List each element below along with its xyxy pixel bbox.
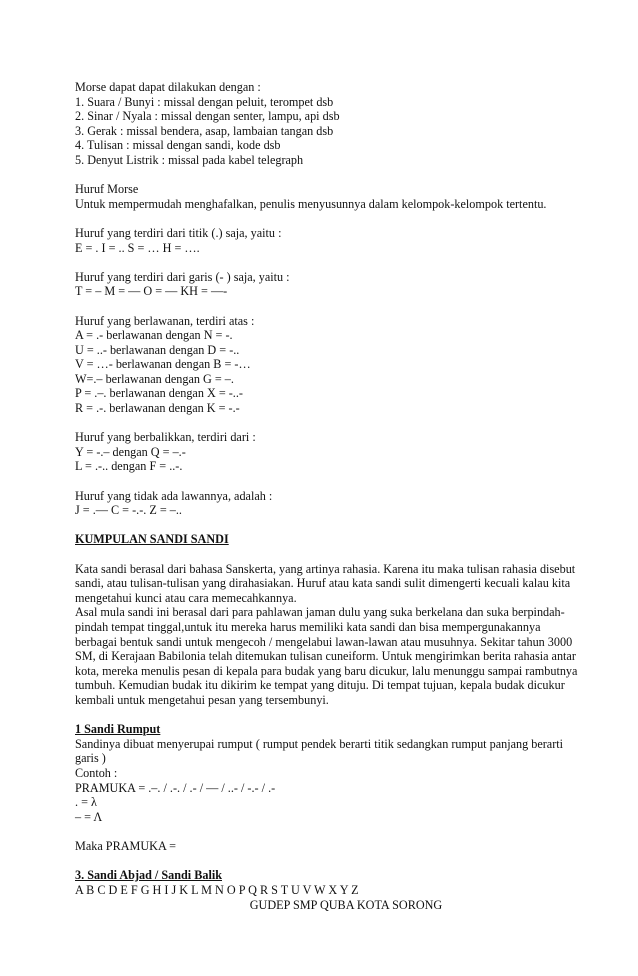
berbalikkan-title: Huruf yang berbalikkan, terdiri dari : [75,430,256,445]
berbalikkan-line: Y = -.– dengan Q = –.- [75,444,186,459]
spacer [75,299,585,314]
kumpulan-heading: KUMPULAN SANDI SANDI [75,532,229,547]
spacer [75,255,585,270]
tanpa-lawan-line: J = .— C = -.-. Z = –.. [75,503,182,518]
berlawanan-line: A = .- berlawanan dengan N = -. [75,328,233,343]
berlawanan-line: P = .–. berlawanan dengan X = -..- [75,386,243,401]
list-item: 5. Denyut Listrik : missal pada kabel telegraph [75,152,304,167]
garis-line: T = – M = — O = — KH = —- [75,284,228,299]
sandi-abjad-heading: 3. Sandi Abjad / Sandi Balik [75,868,222,883]
intro-title: Morse dapat dapat dilakukan dengan : [75,80,261,94]
pramuka-example: PRAMUKA = .–. / .-. / .- / — / ..- / -.- / .- [75,780,276,795]
berlawanan-line: R = .-. berlawanan dengan K = -.- [75,401,240,416]
list-item: 3. Gerak : missal bendera, asap, lambaian tangan dsb [75,123,334,138]
spacer [75,518,585,533]
berlawanan-title: Huruf yang berlawanan, terdiri atas : [75,313,255,328]
page-footer: GUDEP SMP QUBA KOTA SORONG [249,898,443,912]
garis-title: Huruf yang terdiri dari garis (- ) saja, yaitu : [75,269,290,284]
spacer [75,211,585,226]
spacer [75,824,585,839]
symbol-dash: – = Λ [75,809,103,824]
sandi-rumput-heading: 1 Sandi Rumput [75,722,161,737]
spacer [75,547,585,562]
kumpulan-paragraph-1: Kata sandi berasal dari bahasa Sanskerta, yang artinya rahasia. Karena itu maka tulisan rahasia disebut sandi, atau tulisan-tulisan yang dirahasiakan. Huruf atau kata sandi sulit dimengerti kecuali kalau kita mengetahui kunci atau cara memecahkannya. [75,561,576,605]
alphabet-line: A B C D E F G H I J K L M N O P Q R S T U V W X Y Z [75,882,359,897]
berlawanan-line: W=.– berlawanan dengan G = –. [75,371,234,386]
maka-pramuka: Maka PRAMUKA = [75,838,176,853]
list-item: 2. Sinar / Nyala : missal dengan senter, lampu, api dsb [75,109,340,124]
tanpa-lawan-title: Huruf yang tidak ada lawannya, adalah : [75,488,273,503]
spacer [75,168,585,183]
sandi-rumput-desc: Sandinya dibuat menyerupai rumput ( rumput pendek berarti titik sedangkan rumput panjang berarti garis ) [75,736,564,766]
titik-line: E = . I = .. S = … H = …. [75,240,200,255]
document-body [75,80,585,897]
spacer [75,708,585,723]
list-item: 4. Tulisan : missal dengan sandi, kode dsb [75,138,281,153]
spacer [75,474,585,489]
huruf-morse-text: Untuk mempermudah menghafalkan, penulis menyusunnya dalam kelompok-kelompok tertentu. [75,196,547,211]
berlawanan-line: U = ..- berlawanan dengan D = -.. [75,342,240,357]
kumpulan-paragraph-2: Asal mula sandi ini berasal dari para pahlawan jaman dulu yang suka berkelana dan suka berpindah-pindah tempat tinggal,untuk itu mereka harus memiliki kata sandi dan bisa mempergunakannya berbagai bentuk sandi untuk mengecoh / mengelabui lawan-lawan atau musuhnya. Sekitar tahun 3000 SM, di Kerajaan Babilonia telah ditemukan tulisan cuneiform. Untuk mengirimkan berita rahasia antar kota, mereka menulis pesan di kepala para budak yang baru dicukur, lalu menunggu sampai rambutnya tumbuh. Kemudian budak itu dikirim ke tempat yang dituju. Di tempat tujuan, kepala budak dicukur kembali untuk mengetahui pesan yang tersembunyi. [75,605,578,707]
spacer [75,853,585,868]
symbol-dot: . = λ [75,795,97,810]
huruf-morse-title: Huruf Morse [75,182,139,197]
contoh-label: Contoh : [75,765,118,780]
spacer [75,416,585,431]
list-item: 1. Suara / Bunyi : missal dengan peluit, terompet dsb [75,94,334,109]
berbalikkan-line: L = .-.. dengan F = ..-. [75,459,183,474]
titik-title: Huruf yang terdiri dari titik (.) saja, yaitu : [75,225,282,240]
berlawanan-line: V = …- berlawanan dengan B = -… [75,357,251,372]
